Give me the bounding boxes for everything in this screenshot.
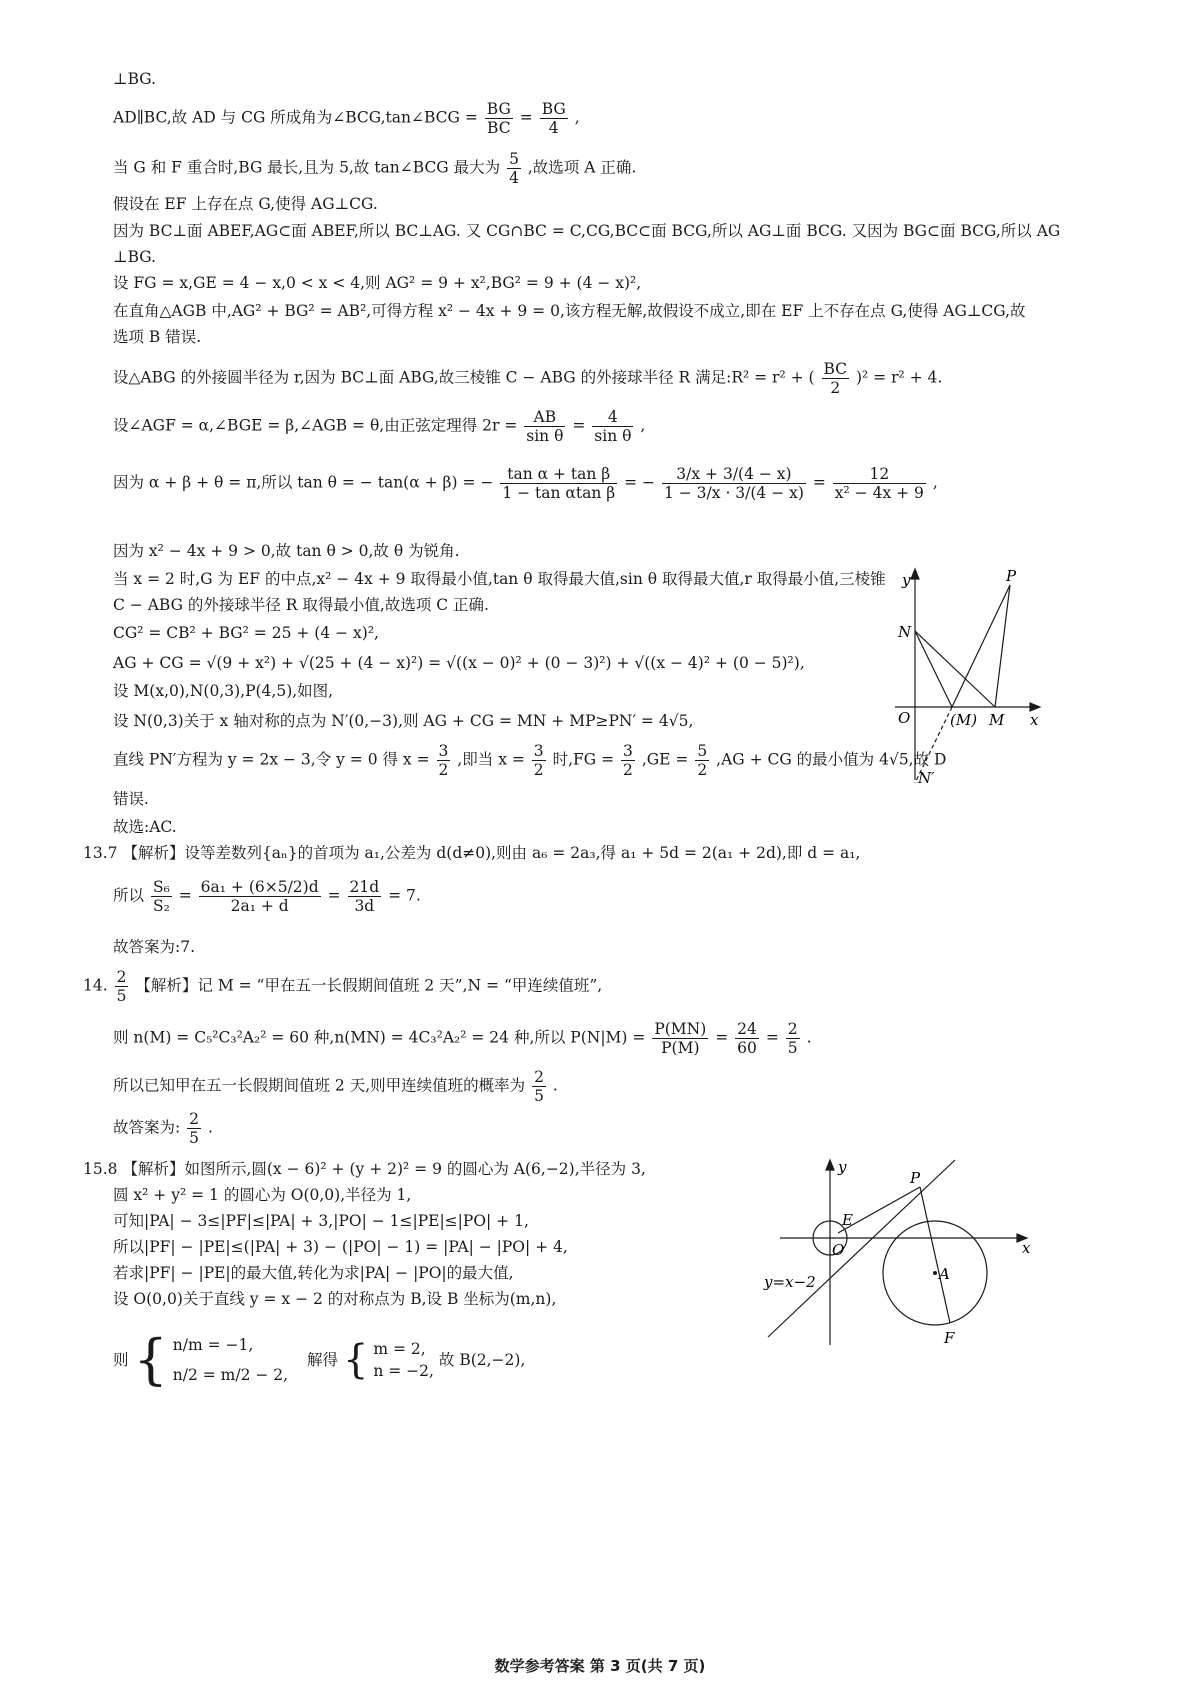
text-line: AG + CG = √(9 + x²) + √(25 + (4 − x)²) = √((x − 0)² + (0 − 3)²) + √((x − 4)² + (0 − 5)²), [113, 654, 805, 672]
question-15: 15.8 【解析】如图所示,圆(x − 6)² + (y + 2)² = 9 的圆心为 A(6,−2),半径为 3, [83, 1160, 646, 1178]
label: A [939, 1265, 950, 1283]
text-line: CG² = CB² + BG² = 25 + (4 − x)², [113, 624, 379, 642]
figure-reflection [890, 565, 1045, 790]
text-line: 所以 $\frac{\text{S₆}}{\text{S₂}}$ = $\frac{\text{6a₁ + (6×5/2)d}}{\text{2a₁ + d}}$ = $\frac{21d}{3d}$ = 7. [113, 878, 421, 915]
fraction: $\frac{5}{2}$ [697, 742, 708, 779]
text-line: 当 x = 2 时,G 为 EF 的中点,x² − 4x + 9 取得最小值,tan θ 取得最大值,sin θ 取得最大值,r 取得最小值,三棱锥 [113, 570, 886, 588]
label: (M) [950, 711, 978, 729]
text-line: 所以|PF| − |PE|≤(|PA| + 3) − (|PO| − 1) = |PA| − |PO| + 4, [113, 1238, 568, 1256]
label: y [902, 571, 911, 589]
text-line: AD∥BC,故 AD 与 CG 所成角为∠BCG,tan∠BCG = $\frac{BG}{BC}$ = $\frac{BG}{4}$ , [113, 100, 580, 137]
text-line: 则 n(M) = C₅²C₃²A₂² = 60 种,n(MN) = 4C₃²A₂² = 24 种,所以 P(N|M) = $\frac{P(MN)}{P(M)}$ = $\frac{24}{60}$ = $\frac{2}{5}$ . [113, 1020, 812, 1057]
label: x [1030, 711, 1039, 729]
line-y-eq-x-minus-2 [768, 1160, 955, 1337]
fraction: $\frac{P(MN)}{P(M)}$ [654, 1020, 707, 1057]
fraction: $\frac{\text{tan α + tan β}}{\text{1 − tan αtan β}}$ [502, 465, 616, 502]
fraction: $\frac{24}{60}$ [737, 1020, 757, 1057]
fraction: $\frac{21d}{3d}$ [349, 878, 380, 915]
label: P [1006, 567, 1017, 585]
text-line: 设 M(x,0),N(0,3),P(4,5),如图, [113, 682, 334, 700]
label: y [838, 1158, 847, 1176]
text-line: 设∠AGF = α,∠BGE = β,∠AGB = θ,由正弦定理得 2r = $\frac{AB}{\text{sin θ}}$ = $\frac{4}{\text{sin θ}}$ , [113, 408, 646, 445]
segment-MpP [952, 585, 1010, 707]
fraction: $\frac{4}{\text{sin θ}}$ [594, 408, 632, 445]
text-line: C − ABG 的外接球半径 R 取得最小值,故选项 C 正确. [113, 596, 489, 614]
fraction: $\frac{AB}{\text{sin θ}}$ [526, 408, 564, 445]
label: O [832, 1241, 845, 1259]
y-arrow [911, 569, 919, 579]
fraction: $\frac{3}{2}$ [438, 742, 449, 779]
label: O [898, 709, 911, 727]
text-line: 故选:AC. [113, 818, 177, 836]
fraction: $\frac{5}{4}$ [509, 150, 519, 187]
center-A [933, 1271, 937, 1275]
text-line: ⊥BG. [113, 70, 157, 88]
fraction: $\frac{2}{5}$ [116, 968, 127, 1005]
label: N′ [918, 769, 935, 787]
text-line: 因为 BC⊥面 ABEF,AG⊂面 ABEF,所以 BC⊥AG. 又 CG∩BC = C,CG,BC⊂面 BCG,所以 AG⊥面 BCG. 又因为 BG⊂面 BCG,所以 AG [113, 222, 1061, 240]
text-line: 圆 x² + y² = 1 的圆心为 O(0,0),半径为 1, [113, 1186, 412, 1204]
fraction: $\frac{2}{5}$ [189, 1110, 200, 1147]
y-arrow [826, 1160, 834, 1170]
text-line: ⊥BG. [113, 248, 157, 266]
fraction: $\frac{3}{2}$ [623, 742, 633, 779]
question-13: 13.7 【解析】设等差数列{aₙ}的首项为 a₁,公差为 d(d≠0),则由 a₆ = 2a₃,得 a₁ + 5d = 2(a₁ + 2d),即 d = a₁, [83, 844, 861, 862]
fraction: $\frac{BG}{BC}$ [486, 100, 511, 137]
label: x [1022, 1239, 1031, 1257]
label: F [944, 1329, 955, 1347]
fraction: $\frac{3}{2}$ [533, 742, 544, 779]
fraction: $\frac{3/x + 3/(4 - x)}{1 - 3/x \cdot 3/(4 - x)}$ [663, 465, 804, 502]
text-line: 可知|PA| − 3≤|PF|≤|PA| + 3,|PO| − 1≤|PE|≤|PO| + 1, [113, 1212, 529, 1230]
question-14: 14. $\frac{2}{5}$ 【解析】记 M = “甲在五一长假期间值班 2 天”,N = “甲连续值班”, [83, 968, 603, 1005]
text-line: 设 FG = x,GE = 4 − x,0 < x < 4,则 AG² = 9 + x²,BG² = 9 + (4 − x)², [113, 274, 642, 292]
text-line: 故答案为:7. [113, 938, 196, 956]
text-line: 设 N(0,3)关于 x 轴对称的点为 N′(0,−3),则 AG + CG = MN + MP≥PN′ = 4√5, [113, 712, 694, 730]
fraction: $\frac{2}{5}$ [787, 1020, 798, 1057]
label: P [910, 1169, 921, 1187]
fraction: $\frac{\text{S₆}}{\text{S₂}}$ [152, 878, 170, 915]
segment-NMp [915, 631, 952, 707]
text-line: 设△ABG 的外接圆半径为 r,因为 BC⊥面 ABG,故三棱锥 C − ABG 的外接球半径 R 满足:R² = r² + ( $\frac{BC}{2}$ )² = r² + 4. [113, 360, 943, 397]
text-line: 所以已知甲在五一长假期间值班 2 天,则甲连续值班的概率为 $\frac{2}{5}$ . [113, 1068, 558, 1105]
segment-PF [920, 1187, 950, 1323]
fraction: $\frac{BG}{4}$ [541, 100, 566, 137]
fraction: $\frac{\text{6a₁ + (6×5/2)d}}{\text{2a₁ + d}}$ [200, 878, 319, 915]
text-line: 在直角△AGB 中,AG² + BG² = AB²,可得方程 x² − 4x + 9 = 0,该方程无解,故假设不成立,即在 EF 上不存在点 G,使得 AG⊥CG,故 [113, 302, 1026, 320]
fraction: $\frac{12}{\text{x² − 4x + 9}}$ [834, 465, 924, 502]
fraction: $\frac{2}{5}$ [534, 1068, 544, 1105]
label: N [898, 623, 912, 641]
figure-circles [760, 1155, 1060, 1350]
text-line: 直线 PN′方程为 y = 2x − 3,令 y = 0 得 x = $\frac{3}{2}$ ,即当 x = $\frac{3}{2}$ 时,FG = $\frac{3}{2}$ ,GE = $\frac{5}{2}$ ,AG + CG 的最小值为 4√5,故 D [113, 742, 947, 779]
text-line: 当 G 和 F 重合时,BG 最长,且为 5,故 tan∠BCG 最大为 $\frac{5}{4}$ ,故选项 A 正确. [113, 150, 637, 187]
text-line: 设 O(0,0)关于直线 y = x − 2 的对称点为 B,设 B 坐标为(m,n), [113, 1290, 557, 1308]
text-line: 错误. [113, 790, 149, 808]
text-line: 假设在 EF 上存在点 G,使得 AG⊥CG. [113, 195, 378, 213]
segment-MP [995, 585, 1010, 707]
label: y=x−2 [764, 1273, 816, 1291]
equation-system: 则 { n/m = −1, n/2 = m/2 − 2, 解得 { m = 2, n = −2, 故 B(2,−2), [113, 1328, 526, 1391]
text-line: 故答案为: $\frac{2}{5}$ . [113, 1110, 213, 1147]
text-line: 选项 B 错误. [113, 328, 202, 346]
label: E [842, 1211, 853, 1229]
label: M [989, 711, 1005, 729]
text-line: 因为 α + β + θ = π,所以 tan θ = − tan(α + β) = − $\frac{\text{tan α + tan β}}{\text{1 − tan αtan β}}$ = − $\frac{3/x + 3/(4 - x)}{1 - 3/x \cdot 3/(4 - x)}$ = $\frac{12}{\text{x² − 4x + 9}}$ , [113, 465, 938, 502]
text-line: 若求|PF| − |PE|的最大值,转化为求|PA| − |PO|的最大值, [113, 1264, 514, 1282]
page-footer: 数学参考答案 第 3 页(共 7 页) [494, 1657, 706, 1675]
x-arrow [1030, 703, 1040, 711]
text-line: 因为 x² − 4x + 9 > 0,故 tan θ > 0,故 θ 为锐角. [113, 542, 460, 560]
fraction: $\frac{BC}{2}$ [823, 360, 848, 397]
